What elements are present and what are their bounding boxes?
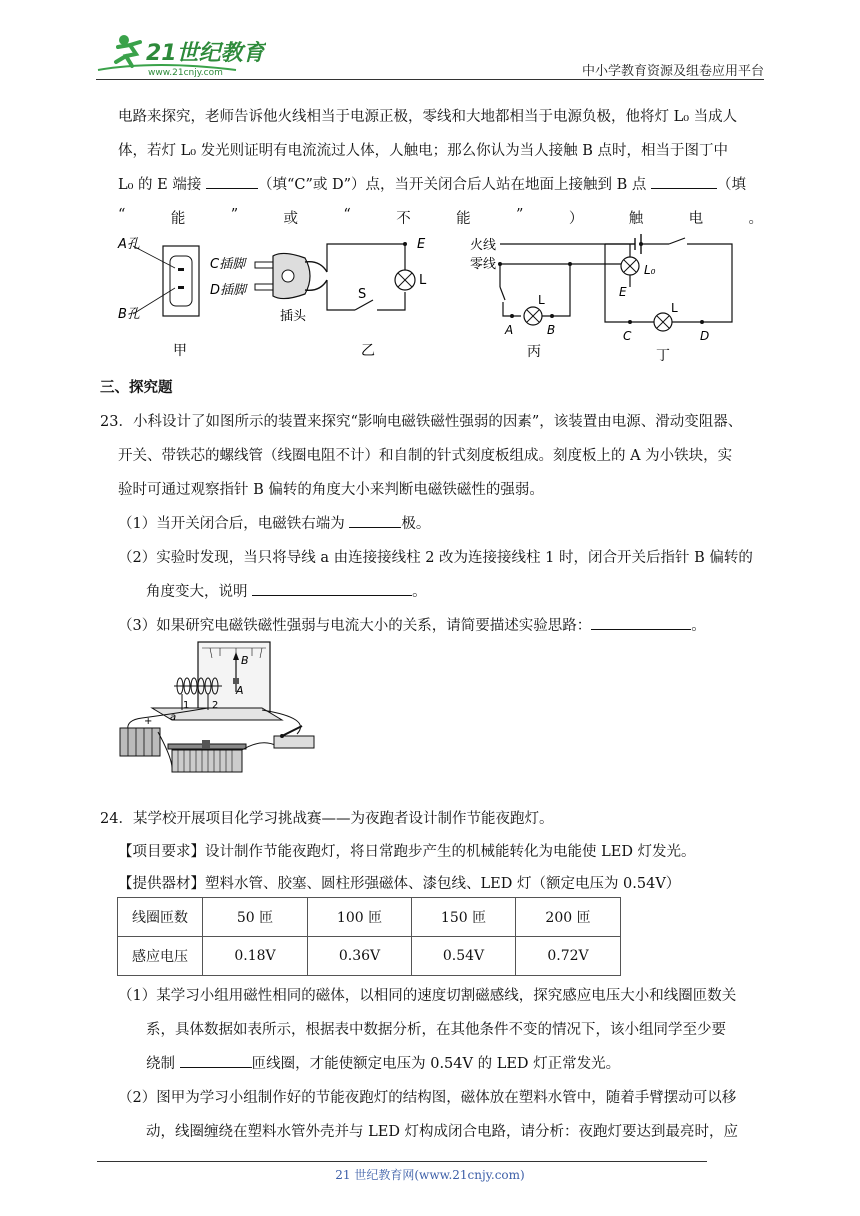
label-c-pin: C插脚: [210, 257, 246, 272]
q22-line-4-char: 能: [170, 211, 186, 227]
label-d-pin: D插脚: [210, 283, 247, 298]
table-cell: 0.54V: [412, 937, 516, 976]
fig-jia: [117, 237, 327, 359]
q23-stem-2: 开关、带铁芯的螺线管（线圈电阻不计）和自制的针式刻度板组成。刻度板上的 A 为小铁块，实: [118, 448, 733, 464]
label-b-point: B: [547, 323, 556, 337]
q22-line-4-char: “: [118, 207, 126, 223]
q23-sub-1-text: （1）当开关闭合后，电磁铁右端为: [118, 516, 350, 532]
logo-url: www.21cnjy.com: [148, 68, 223, 78]
q24-sub-1a: （1）某学习小组用磁性相同的磁体，以相同的速度切割磁感线，探究感应电压大小和线圈匝数关: [118, 988, 737, 1004]
label-wire-a: a: [170, 712, 177, 723]
answer-blank-5[interactable]: [591, 615, 691, 630]
table-row: [118, 937, 621, 976]
q22-line-4-char: ）: [568, 211, 584, 227]
logo-text: 21世纪教育: [146, 41, 265, 66]
label-iron-a: A: [236, 684, 244, 697]
label-neutral-wire: 零线: [470, 257, 497, 272]
label-terminal-2: 2: [212, 700, 219, 711]
q24-sub-1b: 系，具体数据如表所示，根据表中数据分析，在其他条件不变的情况下，该小组同学至少要: [146, 1022, 726, 1038]
label-e: E: [417, 237, 426, 252]
label-live-wire: 火线: [470, 238, 497, 253]
q23-sub-1: [118, 512, 430, 533]
caption-jia: 甲: [173, 343, 187, 359]
answer-blank-6[interactable]: [180, 1053, 252, 1068]
table-cell: 0.18V: [203, 937, 308, 976]
logo: [96, 30, 266, 78]
label-bing-l: L: [538, 293, 545, 307]
q22-line-4-char: ”: [230, 207, 239, 223]
q22-line-4: [118, 207, 763, 228]
label-plug: 插头: [280, 309, 307, 324]
q24-sub-1c-text: 绕制: [146, 1056, 180, 1072]
page-header: [96, 30, 764, 80]
table-cell: 200 匝: [516, 898, 621, 937]
label-l0: L₀: [644, 263, 656, 277]
q22-line-4-char: 电: [688, 211, 704, 227]
section-title: 三、探究题: [100, 380, 173, 396]
label-ding-e: E: [619, 285, 627, 299]
q23-number: 23．: [100, 414, 133, 430]
q24-sub-2b: 动，线圈缠绕在塑料水管外壳并与 LED 灯构成闭合电路，请分析：夜跑灯要达到最亮时，应: [146, 1124, 739, 1140]
q24-stem: [100, 807, 553, 828]
label-b-hole: B孔: [118, 307, 140, 322]
q23-sub-1-tail: 极。: [401, 516, 431, 532]
q24-sub-1d-text: 匝线圈，才能使额定电压为 0.54V 的 LED 灯正常发光。: [251, 1056, 621, 1072]
q22-line-2: 体，若灯 L₀ 发光则证明有电流流过人体，人触电；那么你认为当人接触 B 点时，相当于图丁中: [118, 143, 729, 159]
table-cell: 50 匝: [203, 898, 308, 937]
label-plus: +: [144, 716, 153, 727]
table-cell: 线圈匝数: [118, 898, 203, 937]
q22-line-4-char: 。: [748, 211, 763, 227]
label-s: S: [358, 287, 367, 302]
label-l: L: [419, 273, 427, 288]
q23-apparatus-figure: [112, 638, 332, 788]
fig-bing: [470, 237, 635, 360]
table-cell: 0.36V: [308, 937, 412, 976]
fig-yi: [327, 237, 427, 359]
table-cell: 感应电压: [118, 937, 203, 976]
label-ding-d: D: [700, 329, 710, 343]
table-cell: 150 匝: [412, 898, 516, 937]
answer-blank-1[interactable]: [206, 174, 258, 189]
q24-stem-text: 某学校开展项目化学习挑战赛——为夜跑者设计制作节能夜跑灯。: [132, 811, 554, 827]
table-cell: 0.72V: [516, 937, 621, 976]
q23-sub-3-text: （3）如果研究电磁铁磁性强弱与电流大小的关系，请简要描述实验思路：: [118, 618, 592, 634]
label-a-hole: A孔: [118, 237, 140, 252]
label-a-point: A: [505, 323, 514, 337]
q23-sub-3: [118, 614, 706, 635]
q23-sub-2-tail: 。: [412, 584, 427, 600]
q22-line-3a: L₀ 的 E 端接: [118, 177, 206, 193]
q24-requirement: 【项目要求】设计制作节能夜跑灯，将日常跑步产生的机械能转化为电能使 LED 灯发光。: [118, 844, 696, 860]
q22-line-4-char: 不: [396, 211, 411, 227]
q23-stem-1: [100, 410, 742, 431]
table-row: [118, 898, 621, 937]
q23-sub-2-text: 角度变大，说明: [146, 584, 253, 600]
caption-yi: 乙: [361, 343, 375, 359]
fig-ding: [605, 234, 732, 364]
data-table: [117, 897, 621, 976]
q22-line-4-char: “: [343, 207, 351, 223]
caption-ding: 丁: [656, 348, 670, 364]
q22-line-3: [118, 173, 746, 194]
platform-name: 中小学教育资源及组卷应用平台: [581, 64, 764, 79]
q22-line-1: 电路来探究，老师告诉他火线相当于电源正极，零线和大地都相当于电源负极，他将灯 L₀ 当成人: [118, 109, 738, 125]
q24-number: 24．: [100, 811, 133, 827]
answer-blank-4[interactable]: [252, 581, 412, 596]
q23-stem-3: 验时可通过观察指针 B 偏转的角度大小来判断电磁铁磁性的强弱。: [118, 482, 544, 498]
q23-sub-2: （2）实验时发现，当只将导线 a 由连接接线柱 2 改为连接接线柱 1 时，闭合开关后指针 B 偏转的: [118, 550, 753, 566]
answer-blank-2[interactable]: [651, 174, 717, 189]
q23-sub-2-cont: [146, 580, 427, 601]
header-rule: [96, 79, 764, 80]
q24-sub-2a: （2）图甲为学习小组制作好的节能夜跑灯的结构图，磁体放在塑料水管中，随着手臂摆动可以移: [118, 1090, 737, 1106]
q23-stem-text: 小科设计了如图所示的装置来探究“影响电磁铁磁性强弱的因素”，该装置由电源、滑动变阻器、: [132, 414, 743, 430]
q22-line-4-char: 触: [628, 211, 644, 227]
q22-line-3b: （填“C”或 D”）点，当开关闭合后人站在地面上接触到 B 点: [257, 177, 652, 193]
label-ding-l: L: [671, 301, 678, 315]
table-cell: 100 匝: [308, 898, 412, 937]
label-ding-c: C: [623, 329, 632, 343]
q22-line-4-char: 或: [283, 211, 299, 227]
caption-bing: 丙: [527, 344, 541, 360]
label-terminal-1: 1: [183, 700, 190, 711]
q24-sub-1c: [146, 1052, 620, 1073]
q24-materials: 【提供器材】塑料水管、胶塞、圆柱形强磁体、漆包线、LED 灯（额定电压为 0.54V）: [118, 876, 681, 892]
q22-line-4-char: 能: [456, 211, 471, 227]
q23-sub-3-tail: 。: [691, 618, 706, 634]
footer-link[interactable]: 21 世纪教育网(www.21cnjy.com): [335, 1168, 525, 1182]
q22-line-3c: （填: [717, 177, 747, 193]
q22-line-4-char: ”: [516, 207, 524, 223]
footer-rule: [97, 1161, 707, 1162]
q22-figures: [115, 232, 765, 364]
answer-blank-3[interactable]: [349, 513, 401, 528]
label-pointer-b: B: [241, 654, 249, 667]
